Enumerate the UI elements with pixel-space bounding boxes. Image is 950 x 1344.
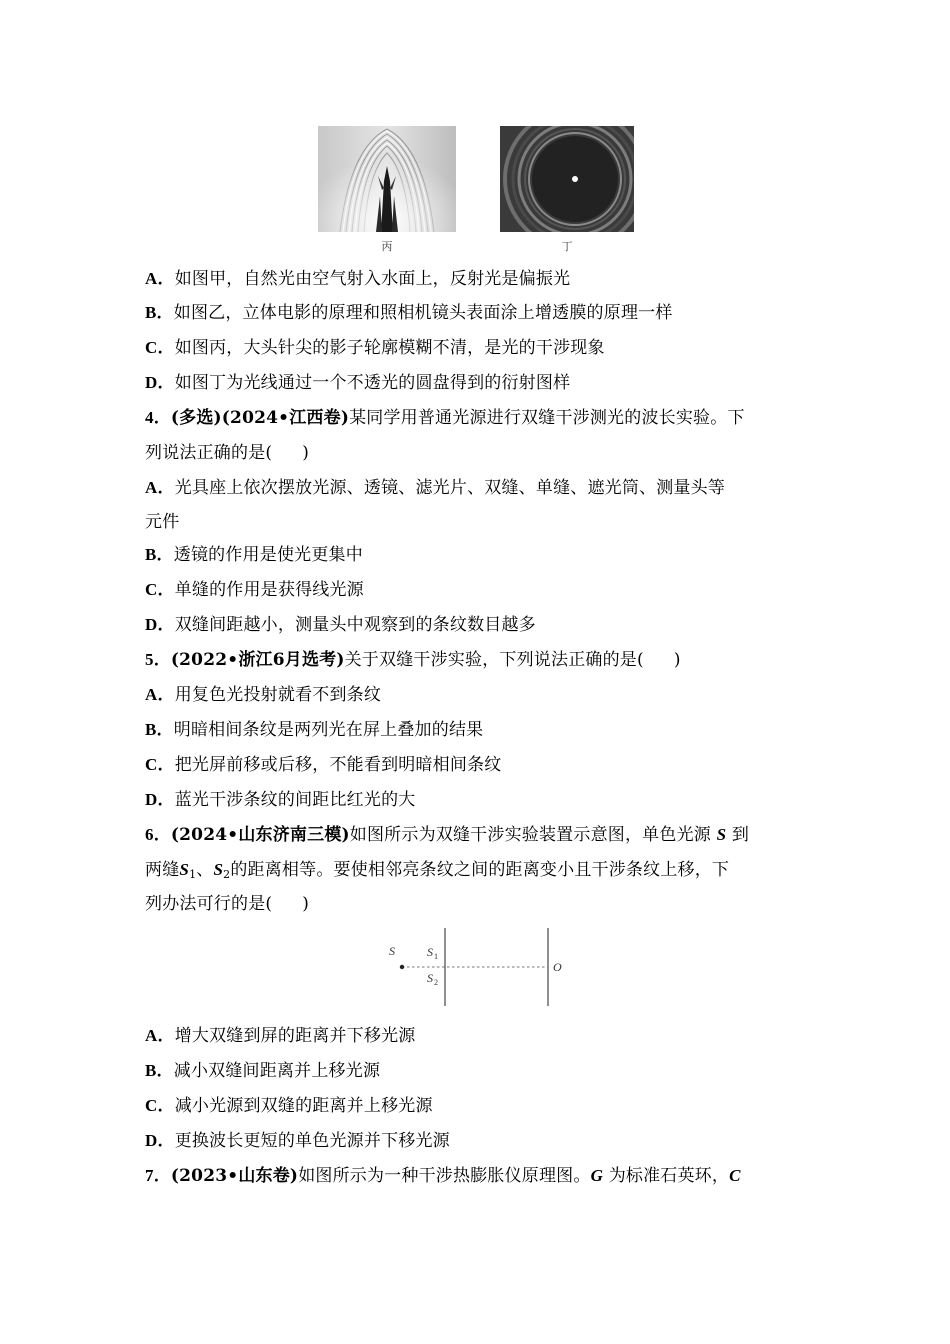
figure-ding	[500, 126, 634, 256]
option-text: 如图丙，大头针尖的影子轮廓模糊不清，是光的干涉现象	[174, 338, 605, 358]
q5-option-a	[145, 684, 381, 706]
option-text: 透镜的作用是使光更集中	[173, 545, 363, 565]
answer-paren-close: )	[302, 443, 310, 463]
question-stem: 如图所示为一种干涉热膨胀仪原理图。	[298, 1166, 591, 1186]
option-letter: B．	[145, 545, 174, 564]
option-text: 把光屏前移或后移，不能看到明暗相间条纹	[174, 755, 502, 775]
question-number: 4．	[145, 408, 171, 427]
question-number: 6．	[145, 825, 171, 844]
option-text: 减小双缝间距离并上移光源	[173, 1061, 381, 1081]
q6-option-a	[145, 1025, 416, 1047]
symbol-c: C	[729, 1166, 741, 1185]
q4-option-c	[145, 579, 364, 601]
question-stem: 到	[731, 825, 750, 845]
symbol-g: G	[590, 1166, 604, 1185]
subscript-1: 1	[189, 868, 197, 881]
question-stem: 列办法可行的是(	[145, 894, 273, 914]
option-letter: C．	[145, 580, 175, 599]
q3-option-a	[145, 268, 570, 290]
option-letter: D．	[145, 790, 175, 809]
q5-option-d	[145, 789, 416, 811]
q4-option-a	[145, 477, 725, 499]
q5-stem	[145, 649, 681, 671]
answer-paren-close: )	[673, 650, 681, 670]
q6-option-b	[145, 1060, 380, 1082]
question-stem: 某同学用普通光源进行双缝干涉测光的波长实验。下	[349, 408, 745, 428]
option-letter: A．	[145, 685, 175, 704]
option-text: 明暗相间条纹是两列光在屏上叠加的结果	[173, 720, 484, 740]
option-text: 如图乙，立体电影的原理和照相机镜头表面涂上增透膜的原理一样	[173, 303, 673, 323]
option-letter: B．	[145, 720, 174, 739]
option-text: 如图甲，自然光由空气射入水面上，反射光是偏振光	[174, 269, 571, 289]
q7-stem-line1	[145, 1165, 741, 1187]
q4-stem-line1	[145, 407, 745, 429]
option-letter: B．	[145, 1061, 174, 1080]
question-source: (2024•山东济南三模)	[170, 825, 350, 845]
q5-option-c	[145, 754, 502, 776]
question-source: (多选)(2024•江西卷)	[170, 408, 350, 428]
light-source-dot	[400, 965, 404, 969]
question-number: 5．	[145, 650, 171, 669]
option-letter: C．	[145, 755, 175, 774]
option-text: 更换波长更短的单色光源并下移光源	[174, 1131, 450, 1151]
option-text: 蓝光干涉条纹的间距比红光的大	[174, 790, 416, 810]
question-stem: 为标准石英环，	[608, 1166, 730, 1186]
q6-stem-line2	[145, 859, 729, 886]
pin-shadow-image	[318, 126, 456, 232]
double-slit-diagram	[380, 926, 580, 1010]
option-text: 光具座上依次摆放光源、透镜、滤光片、双缝、单缝、遮光筒、测量头等	[174, 478, 726, 498]
question-stem: 列说法正确的是(	[145, 443, 273, 463]
question-source: (2022•浙江6月选考)	[170, 650, 345, 670]
label-s: S	[389, 944, 395, 958]
option-text: 如图丁为光线通过一个不透光的圆盘得到的衍射图样	[174, 373, 571, 393]
label-s2-sub: 2	[434, 978, 438, 987]
separator: 、	[196, 860, 214, 880]
option-letter: C．	[145, 1096, 175, 1115]
question-stem: 的距离相等。要使相邻亮条纹之间的距离变小且干涉条纹上移，下	[230, 860, 730, 880]
option-text: 增大双缝到屏的距离并下移光源	[174, 1026, 416, 1046]
option-text: 元件	[145, 512, 180, 532]
option-text: 单缝的作用是获得线光源	[174, 580, 364, 600]
q4-stem-line2	[145, 442, 309, 464]
option-letter: C．	[145, 338, 175, 357]
label-s2: S	[427, 971, 433, 985]
figure-caption-ding: 丁	[561, 240, 573, 253]
question-number: 7．	[145, 1166, 171, 1185]
option-letter: A．	[145, 1026, 175, 1045]
option-text: 减小光源到双缝的距离并上移光源	[174, 1096, 433, 1116]
option-letter: A．	[145, 269, 175, 288]
figure-caption-bing: 丙	[381, 240, 393, 253]
question-stem: 两缝	[145, 860, 180, 880]
question-stem: 关于双缝干涉实验，下列说法正确的是(	[344, 650, 644, 670]
subscript-2: 2	[223, 868, 231, 881]
symbol-s: S	[716, 825, 727, 844]
q3-option-b	[145, 302, 673, 324]
q3-option-d	[145, 372, 570, 394]
option-letter: A．	[145, 478, 175, 497]
symbol-s1: S	[179, 860, 190, 879]
q5-option-b	[145, 719, 483, 741]
q6-option-c	[145, 1095, 433, 1117]
label-o: O	[553, 960, 562, 974]
q3-option-c	[145, 337, 605, 359]
option-text: 用复色光投射就看不到条纹	[174, 685, 382, 705]
label-s1: S	[427, 945, 433, 959]
poisson-spot-image	[500, 126, 634, 232]
option-letter: D．	[145, 615, 175, 634]
label-s1-sub: 1	[434, 952, 438, 961]
option-letter: D．	[145, 1131, 175, 1150]
q4-option-b	[145, 544, 363, 566]
option-letter: B．	[145, 303, 174, 322]
option-letter: D．	[145, 373, 175, 392]
question-source: (2023•山东卷)	[170, 1166, 299, 1186]
q4-option-a-cont	[145, 511, 179, 533]
figure-bing	[318, 126, 456, 256]
option-text: 双缝间距越小，测量头中观察到的条纹数目越多	[174, 615, 536, 635]
q4-option-d	[145, 614, 536, 636]
q6-stem-line1	[145, 824, 749, 846]
q6-stem-line3	[145, 893, 309, 915]
answer-paren-close: )	[302, 894, 310, 914]
symbol-s2: S	[213, 860, 224, 879]
question-stem: 如图所示为双缝干涉实验装置示意图，单色光源	[349, 825, 711, 845]
q6-option-d	[145, 1130, 450, 1152]
